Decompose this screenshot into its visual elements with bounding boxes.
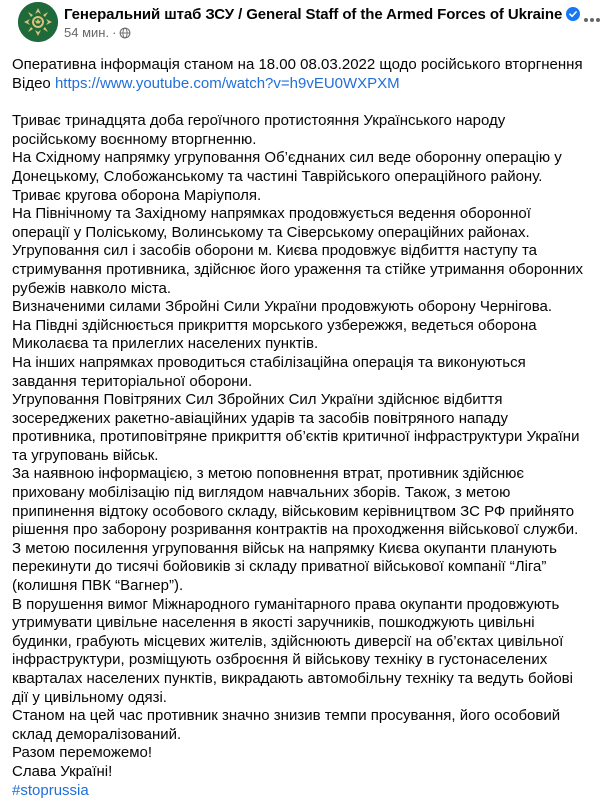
- post-paragraph: Угруповання сил і засобів оборони м. Києва продовжує відбиття наступу та стримування противника, здійснює його ураження та стійке утримання оборонних рубежів навколо міста.: [12, 242, 584, 297]
- globe-icon[interactable]: [119, 27, 131, 39]
- post-paragraph: З метою посилення угруповання військ на напрямку Києва окупанти планують перекинути до тисячі бойовиків зі складу приватної військової компанії “Ліга” (колишня ПВК “Вагнер”).: [12, 539, 557, 595]
- video-line: [12, 75, 589, 94]
- post-paragraph: В порушення вимог Міжнародного гуманітарного права окупанти продовжують утримувати цивільне населення в якості заручників, пошкоджують цивільні будинки, грабують місцевих жителів, здійснюють диверсії на об’єктах цивільної інфраструктури, розміщують озброєння й військову техніку в густонаселених кварталах населених пунктів, викрадають автомобільну техніку та ведуть бойові дії у цивільному одязі.: [12, 595, 573, 706]
- emblem-icon: [18, 2, 58, 42]
- post-timestamp[interactable]: 54 мин.: [64, 25, 110, 40]
- post-paragraph: Угруповання Повітряних Сил Збройних Сил України здійснює відбиття зосереджених ракетно-авіаційних ударів та засобів повітряного нападу противника, протиповітряне прикриття об’єктів критичної інфраструктури України та угруповань військ.: [12, 391, 580, 464]
- hashtag-link[interactable]: #stoprussia: [12, 781, 89, 799]
- meta-separator: ·: [112, 25, 117, 40]
- more-dot-icon: [584, 18, 588, 22]
- post-paragraph: Станом на цей час противник значно знизив темпи просування, його особовий склад деморалізований.: [12, 707, 561, 743]
- post-paragraph: Визначеними силами Збройні Сили України продовжують оборону Чернігова.: [12, 298, 553, 316]
- post-paragraph: На Східному напрямку угруповання Об’єднаних сил веде оборонну операцію у Донецькому, Слобожанському та частині Таврійського операційного району. Триває кругова оборона Маріуполя.: [12, 149, 562, 204]
- more-options-button[interactable]: [577, 4, 607, 34]
- video-label: Відео: [12, 74, 55, 92]
- video-link[interactable]: https://www.youtube.com/watch?v=h9vEU0WXPXM: [54, 74, 400, 92]
- more-dot-icon: [590, 18, 594, 22]
- post-body: [12, 112, 609, 800]
- intro-line: Оперативна інформація станом на 18.00 08.03.2022 щодо російського вторгнення: [12, 56, 583, 73]
- post-meta: [64, 25, 131, 40]
- post-paragraph: Триває тринадцята доба героїчного протистояння Українського народу російському воєнному вторгненню.: [12, 112, 506, 148]
- page-name-text[interactable]: Генеральний штаб ЗСУ / General Staff of the Armed Forces of Ukraine: [64, 6, 563, 23]
- post-paragraph: На інших напрямках проводиться стабілізаційна операція та виконуються завдання територіальної оборони.: [12, 353, 526, 390]
- post-paragraph: На Півдні здійснюється прикриття морського узбережжя, ведеться оборона Миколаєва та прилеглих населених пунктів.: [12, 316, 537, 353]
- more-dot-icon: [596, 18, 600, 22]
- post-header: [12, 0, 609, 44]
- post-paragraph: Разом переможемо!: [12, 744, 153, 762]
- post-intro: [12, 56, 609, 93]
- page-avatar[interactable]: [18, 2, 58, 42]
- post-paragraph: Слава Україні!: [12, 762, 113, 780]
- post-paragraph: За наявною інформацією, з метою поповнення втрат, противник здійснює приховану мобілізацію під виглядом навчальних зборів. Також, з метою припинення відтоку особового складу, військовим керівництвом ЗС РФ прийнято рішення про заборону розривання контрактів на проходження військової служби.: [12, 465, 579, 539]
- post-paragraph: На Північному та Західному напрямках продовжується ведення оборонної операції у Поліському, Волинському та Сіверському операційних районах.: [12, 205, 531, 241]
- page-name[interactable]: [64, 6, 580, 23]
